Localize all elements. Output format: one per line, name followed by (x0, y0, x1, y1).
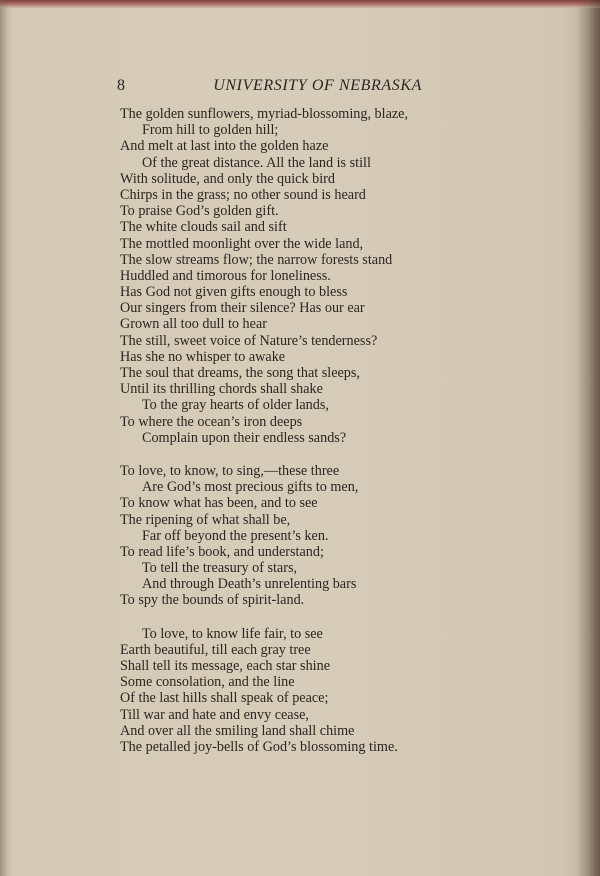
poem-line: And through Death’s unrelenting bars (142, 576, 357, 593)
poem-line: To read life’s book, and understand; (120, 543, 324, 560)
poem-line: The mottled moonlight over the wide land, (120, 235, 364, 252)
poem-line: Chirps in the grass; no other sound is heard (120, 186, 366, 203)
poem-line: The white clouds sail and sift (120, 219, 287, 236)
poem-line: To know what has been, and to see (120, 495, 318, 512)
poem-line: With solitude, and only the quick bird (120, 170, 335, 187)
poem-line: Earth beautiful, till each gray tree (120, 641, 311, 658)
poem-line: To love, to know, to sing,—these three (120, 462, 340, 479)
poem-line: To the gray hearts of older lands, (142, 397, 329, 414)
stanza (120, 626, 460, 756)
poem-line: And melt at last into the golden haze (120, 138, 329, 155)
poem-line: To spy the bounds of spirit-land. (120, 592, 305, 609)
poem-line: Till war and hate and envy cease, (120, 706, 309, 723)
poem-line: Of the great distance. All the land is still (142, 154, 371, 171)
poem-line: To tell the treasury of stars, (142, 560, 298, 577)
poem-line: Are God’s most precious gifts to men, (142, 479, 359, 496)
stanza (120, 463, 460, 609)
poem (120, 106, 460, 772)
page-header (117, 74, 422, 98)
poem-line: Has God not given gifts enough to bless (120, 284, 348, 301)
poem-line: And over all the smiling land shall chime (120, 722, 355, 739)
poem-line: Of the last hills shall speak of peace; (120, 690, 329, 707)
poem-line: Until its thrilling chords shall shake (120, 381, 323, 398)
poem-line: Huddled and timorous for loneliness. (120, 267, 331, 284)
stanza (120, 106, 460, 446)
poem-line: From hill to golden hill; (142, 122, 279, 139)
poem-line: Complain upon their endless sands? (142, 429, 347, 446)
poem-line: The soul that dreams, the song that sleeps, (120, 365, 360, 381)
poem-line: Far off beyond the present’s ken. (142, 527, 329, 544)
running-head: UNIVERSITY OF NEBRASKA (213, 77, 422, 94)
poem-line: The slow streams flow; the narrow forests stand (120, 251, 393, 268)
poem-line: Shall tell its message, each star shine (120, 658, 330, 674)
poem-line: The petalled joy-bells of God’s blossoming time. (120, 738, 398, 755)
poem-line: To praise God’s golden gift. (120, 203, 279, 220)
poem-line: The still, sweet voice of Nature’s tenderness? (120, 332, 378, 349)
poem-line: The golden sunflowers, myriad-blossoming, blaze, (120, 106, 409, 122)
poem-line: Grown all too dull to hear (120, 316, 267, 333)
page-number: 8 (117, 77, 125, 94)
poem-line: Some consolation, and the line (120, 674, 295, 691)
poem-line: The ripening of what shall be, (120, 511, 291, 528)
poem-line: Our singers from their silence? Has our ear (120, 300, 365, 317)
poem-line: To love, to know life fair, to see (142, 625, 323, 642)
poem-line: To where the ocean’s iron deeps (120, 413, 303, 430)
poem-line: Has she no whisper to awake (120, 348, 286, 365)
